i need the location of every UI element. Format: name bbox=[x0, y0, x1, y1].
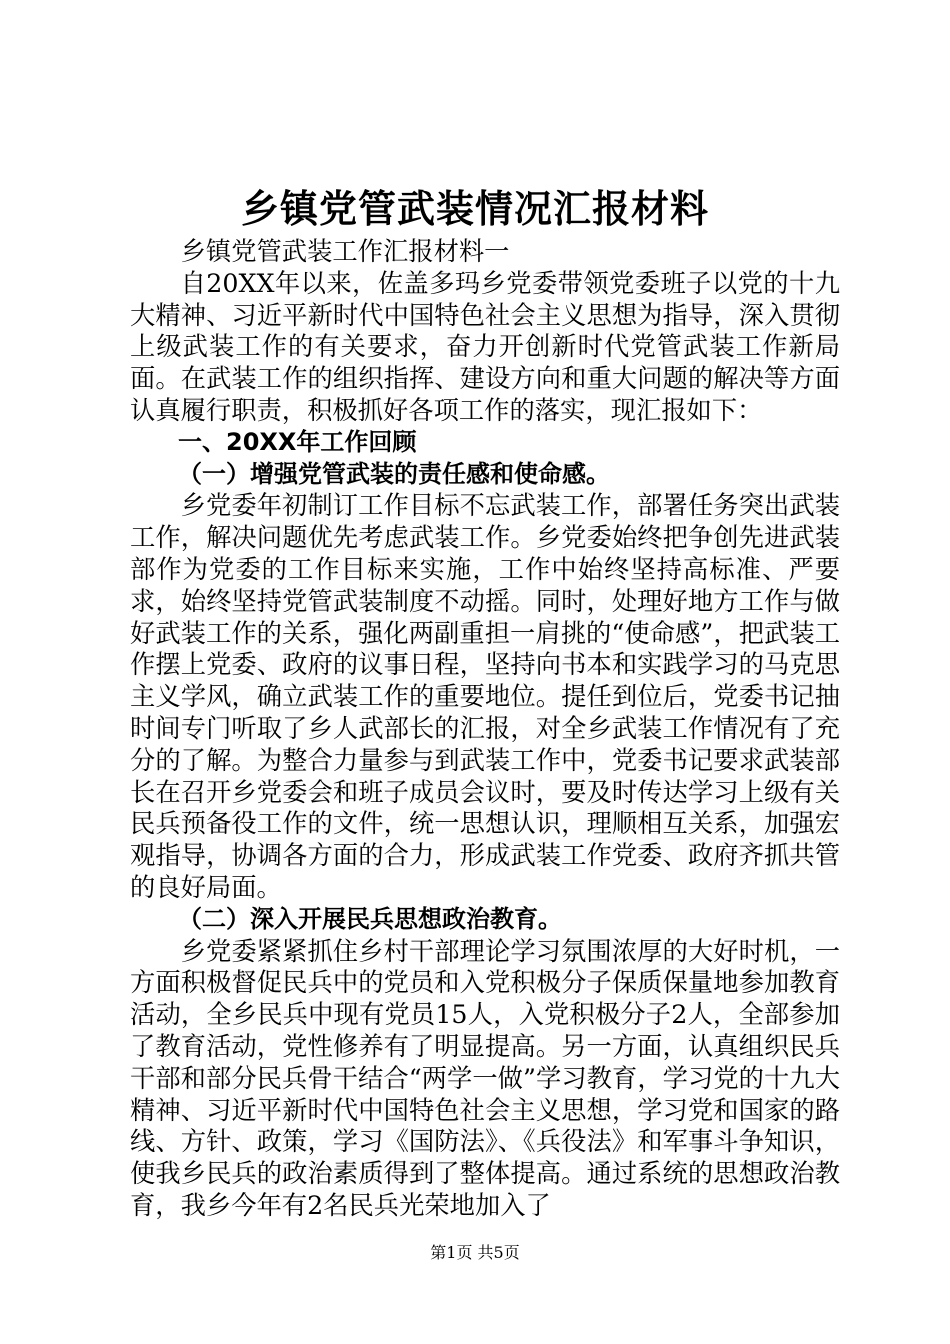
page-footer: 第1页 共5页 bbox=[430, 1243, 520, 1262]
document-title: 乡镇党管武装情况汇报材料 bbox=[240, 186, 709, 231]
paragraph-subtitle: 乡镇党管武装工作汇报材料一 bbox=[180, 237, 510, 266]
subsection-heading-1: （一）增强党管武装的责任感和使命感。 bbox=[178, 459, 610, 488]
paragraph-intro: 自20XX年以来，佐盖多玛乡党委带领党委班子以党的十九大精神、习近平新时代中国特色社会主义思想为指导，深入贯彻上级武装工作的有关要求，奋力开创新时代党管武装工作新局面。在武装工作的组织指挥、建设方向和重大问题的解决等方面认真履行职责，积极抓好各项工作的落实，现汇报如下： bbox=[130, 268, 840, 425]
paragraph-body-2: 乡党委紧紧抓住乡村干部理论学习氛围浓厚的大好时机，一方面积极督促民兵中的党员和入党积极分子保质保量地参加教育活动，全乡民兵中现有党员15人，入党积极分子2人，全部参加了教育活动，党性修养有了明显提高。另一方面，认真组织民兵干部和部分民兵骨干结合“两学一做”学习教育，学习党的十九大精神、习近平新时代中国特色社会主义思想，学习党和国家的路线、方针、政策，学习《国防法》、《兵役法》和军事斗争知识，使我乡民兵的政治素质得到了整体提高。通过系统的思想政治教育，我乡今年有2名民兵光荣地加入了 bbox=[130, 936, 840, 1220]
document-body bbox=[130, 236, 840, 1222]
subsection-heading-2: （二）深入开展民兵思想政治教育。 bbox=[178, 904, 562, 933]
section-heading-review: 一、20XX年工作回顾 bbox=[178, 427, 417, 456]
paragraph-body-1: 乡党委年初制订工作目标不忘武装工作，部署任务突出武装工作，解决问题优先考虑武装工作。乡党委始终把争创先进武装部作为党委的工作目标来实施，工作中始终坚持高标准、严要求，始终坚持党管武装制度不动摇。同时，处理好地方工作与做好武装工作的关系，强化两副重担一肩挑的“使命感”，把武装工作摆上党委、政府的议事日程，坚持向书本和实践学习的马克思主义学风，确立武装工作的重要地位。提任到位后，党委书记抽时间专门听取了乡人武部长的汇报，对全乡武装工作情况有了充分的了解。为整合力量参与到武装工作中，党委书记要求武装部长在召开乡党委会和班子成员会议时，要及时传达学习上级有关民兵预备役工作的文件，统一思想认识，理顺相互关系，加强宏观指导，协调各方面的合力，形成武装工作党委、政府齐抓共管的良好局面。 bbox=[130, 491, 840, 902]
